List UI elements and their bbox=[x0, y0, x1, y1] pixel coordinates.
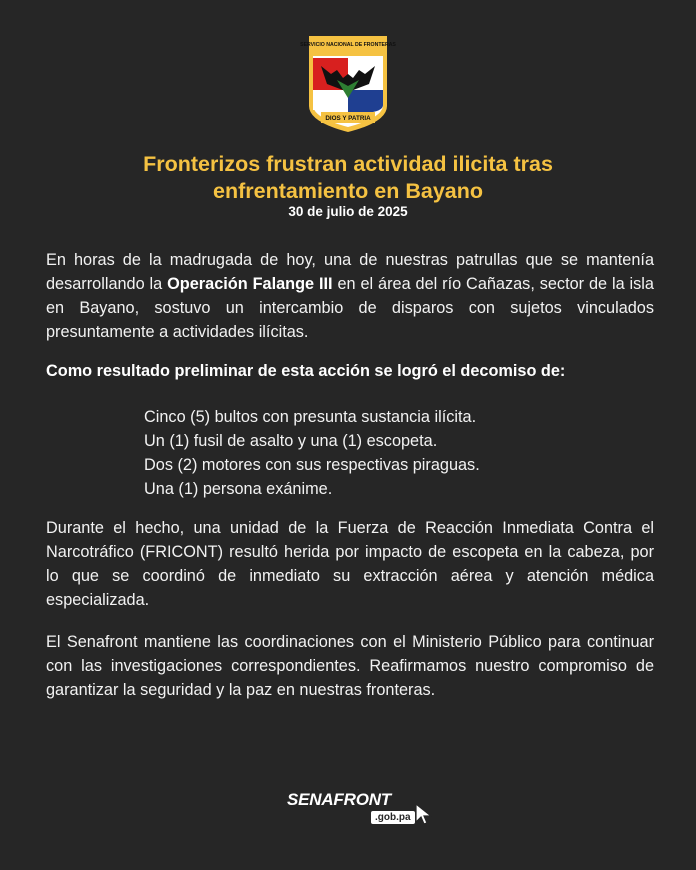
senafront-footer-logo[interactable] bbox=[287, 788, 437, 828]
cursor-icon bbox=[414, 802, 434, 826]
footer-domain: .gob.pa bbox=[371, 811, 415, 824]
list-item: Cinco (5) bultos con presunta sustancia ilícita. bbox=[144, 408, 477, 426]
intro-text-start: En horas de la madrugada de hoy, una de nuestras patrullas que se mantenía desarrollando la bbox=[46, 251, 654, 293]
intro-paragraph bbox=[46, 248, 654, 344]
title-line-1: Fronterizos frustran actividad ilicita tras bbox=[143, 152, 553, 176]
footer-brand: SENAFRONT bbox=[287, 790, 391, 809]
badge-bottom-text: DIOS Y PATRIA bbox=[325, 115, 371, 122]
list-item: Dos (2) motores con sus respectivas piraguas. bbox=[144, 456, 480, 474]
operation-name: Operación Falange III bbox=[167, 275, 333, 293]
list-item: Un (1) fusil de asalto y una (1) escopeta. bbox=[144, 432, 438, 450]
list-item: Una (1) persona exánime. bbox=[144, 480, 333, 498]
senafront-shield-logo bbox=[300, 34, 396, 134]
intro-text-end: en el área del río Cañazas, sector de la isla en Bayano, sostuvo un intercambio de disparos con sujetos vinculados presuntamente a actividades ilícitas. bbox=[46, 275, 654, 341]
badge-top-text: SERVICIO NACIONAL DE FRONTERAS bbox=[300, 42, 396, 48]
incident-paragraph: Durante el hecho, una unidad de la Fuerza de Reacción Inmediata Contra el Narcotráfico (FRICONT) resultó herida por impacto de escopeta en la cabeza, por lo que se coordinó de inmediato su extracción aérea y atención médica especializada. bbox=[46, 519, 654, 609]
results-heading: Como resultado preliminar de esta acción se logró el decomiso de: bbox=[46, 362, 566, 380]
page-title bbox=[40, 151, 656, 205]
seized-items-list bbox=[144, 405, 480, 501]
closing-paragraph: El Senafront mantiene las coordinaciones con el Ministerio Público para continuar con las investigaciones correspondientes. Reafirmamos nuestro compromiso de garantizar la seguridad y la paz en nuestras fronteras. bbox=[46, 633, 654, 699]
publish-date: 30 de julio de 2025 bbox=[288, 204, 408, 219]
title-line-2: enfrentamiento en Bayano bbox=[213, 179, 483, 203]
